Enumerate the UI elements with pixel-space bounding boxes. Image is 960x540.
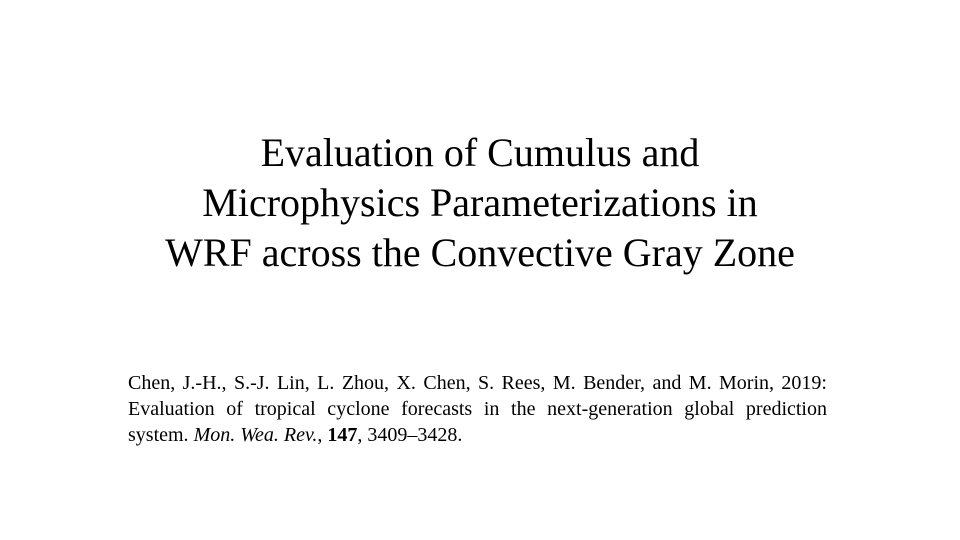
reference-pages: , 3409–3428. bbox=[357, 424, 463, 446]
reference-separator: , bbox=[317, 424, 328, 446]
slide-title bbox=[60, 128, 900, 278]
title-line-2: Microphysics Parameterizations in bbox=[202, 180, 758, 225]
title-line-1: Evaluation of Cumulus and bbox=[260, 130, 700, 175]
reference-volume: 147 bbox=[327, 424, 358, 446]
reference-authors-title: Chen, J.‐H., S.‐J. Lin, L. Zhou, X. Chen, S. Rees, M. Bender, and M. Morin, 2019: Evaluation of tropical cyclone forecasts in the next‐generation global prediction system. bbox=[128, 372, 827, 446]
title-line-3: WRF across the Convective Gray Zone bbox=[165, 230, 795, 275]
reference-citation bbox=[128, 370, 827, 448]
reference-journal: Mon. Wea. Rev. bbox=[193, 424, 318, 446]
